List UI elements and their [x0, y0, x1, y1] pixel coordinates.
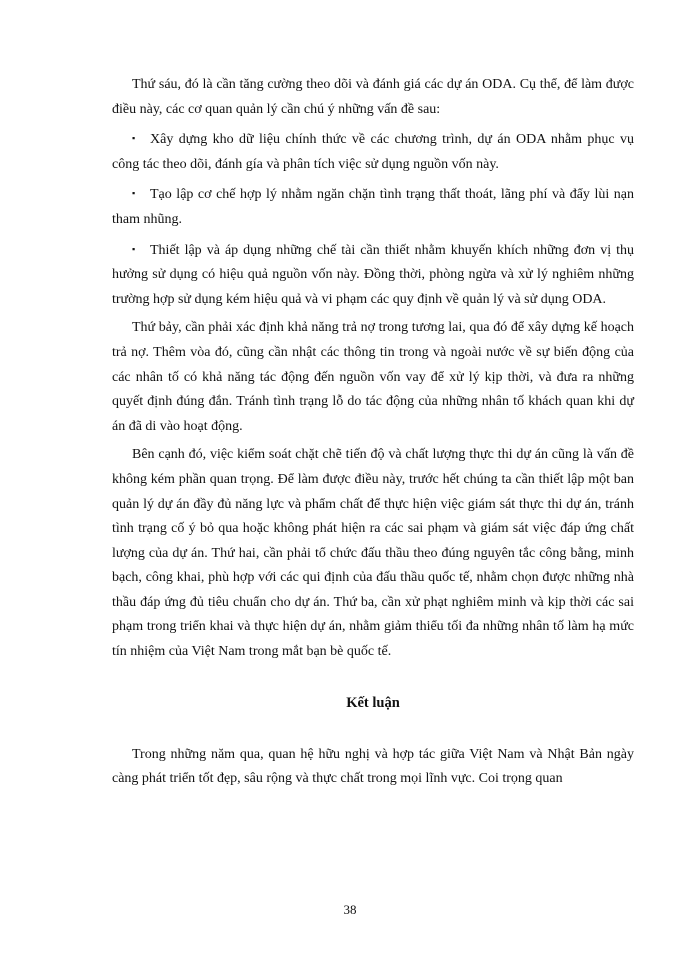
- square-bullet-icon: ▪: [132, 243, 136, 254]
- bullet-text: Tạo lập cơ chế hợp lý nhằm ngăn chặn tình trạng thất thoát, lãng phí và đẩy lùi nạn tham nhũng.: [112, 187, 634, 227]
- bullet-text: Xây dựng kho dữ liệu chính thức về các chương trình, dự án ODA nhằm phục vụ công tác theo dõi, đánh gía và phân tích việc sử dụng nguồn vốn này.: [112, 132, 634, 172]
- page-number: 38: [343, 902, 357, 917]
- page-body: [112, 73, 634, 796]
- paragraph-thu-sau: Thứ sáu, đó là cần tăng cường theo dõi và đánh giá các dự án ODA. Cụ thể, để làm được điều này, các cơ quan quản lý cần chú ý những vấn đề sau:: [112, 77, 634, 117]
- bullet-text: Thiết lập và áp dụng những chế tài cần thiết nhằm khuyến khích những đơn vị thụ hưởng sử dụng có hiệu quả nguồn vốn này. Đồng thời, phòng ngừa và xử lý nghiêm những trường hợp sử dụng kém hiệu quả và vi phạm các quy định về quản lý và sử dụng ODA.: [112, 242, 634, 307]
- bullet-item: [112, 181, 634, 232]
- bullet-item: [112, 126, 634, 177]
- section-heading: Kết luận: [346, 694, 400, 711]
- bullet-item: [112, 237, 634, 313]
- paragraph-ben-canh-do: Bên cạnh đó, việc kiểm soát chặt chẽ tiến độ và chất lượng thực thi dự án cũng là vấn đề không kém phần quan trọng. Để làm được điều này, trước hết chúng ta cần thiết lập một ban quản lý dự án đầy đủ năng lực và phẩm chất để thực hiện việc giám sát thực thi dự án, tránh tình trạng cố ý bỏ qua hoặc không phát hiện ra các sai phạm và giám sát việc đáp ứng chất lượng của dự án. Thứ hai, cần phải tổ chức đấu thầu theo đúng nguyên tắc công bằng, minh bạch, công khai, phù hợp với các qui định của đấu thầu quốc tế, nhằm chọn được những nhà thầu đáp ứng đủ tiêu chuẩn cho dự án. Thứ ba, cần xử phạt nghiêm minh và kịp thời các sai phạm trong triển khai và thực hiện dự án, nhằm giảm thiểu tối đa những nhân tố làm hạ mức tín nhiệm của Việt Nam trong mắt bạn bè quốc tế.: [112, 447, 634, 660]
- square-bullet-icon: ▪: [132, 188, 136, 199]
- square-bullet-icon: ▪: [132, 133, 136, 144]
- paragraph-thu-bay: Thứ bảy, cần phải xác định khả năng trả nợ trong tương lai, qua đó để xây dựng kế hoạch trả nợ. Thêm vòa đó, cũng cần nhật các thông tin trong và ngoài nước về sự biến động của các nhân tố có khả năng tác động đến nguồn vốn vay để xử lý kịp thời, và đưa ra những quyết định đúng đắn. Tránh tình trạng lỗ do tác động của những nhân tố khách quan khi dự án đã di vào hoạt động.: [112, 320, 634, 434]
- paragraph-conclusion: Trong những năm qua, quan hệ hữu nghị và hợp tác giữa Việt Nam và Nhật Bản ngày càng phát triển tốt đẹp, sâu rộng và thực chất trong mọi lĩnh vực. Coi trọng quan: [112, 746, 634, 787]
